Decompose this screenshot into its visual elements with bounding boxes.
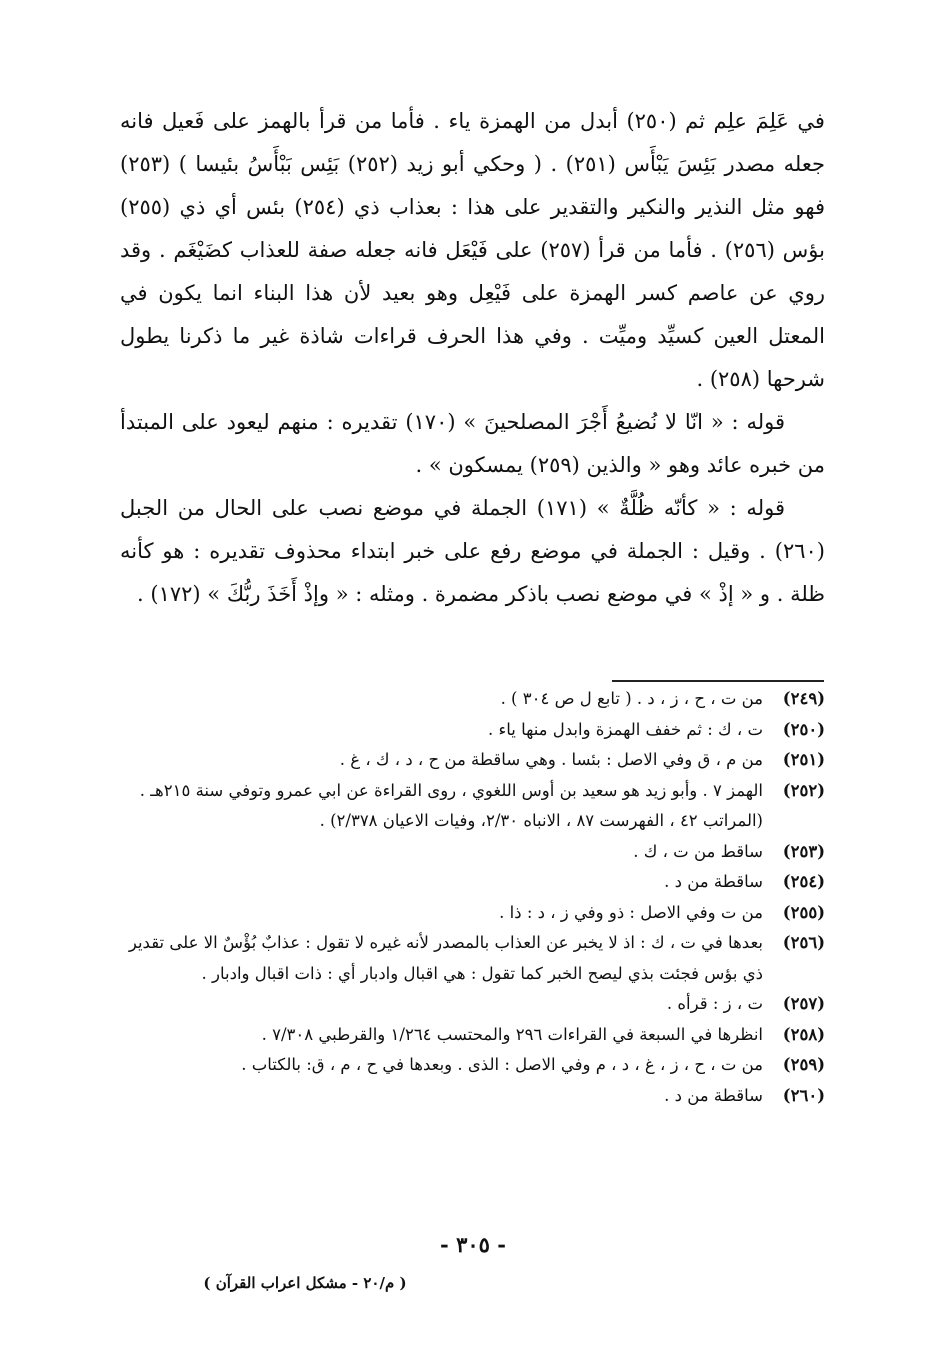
- footnote-item: [120, 745, 825, 776]
- footnote-item: [120, 1050, 825, 1081]
- footnote-number: (٢٦٠): [782, 1085, 825, 1105]
- footnote-text: بعدها في ت ، ك : اذ لا يخبر عن العذاب بالمصدر لأنه غيره لا تقول : عذابٌ بُؤْسٌ الا على تقدير ذي بؤس فجئت بذي ليصح الخبر كما تقول : هي اقبال وادبار أي : ذات اقبال وادبار .: [128, 933, 763, 983]
- footnote-text: انظرها في السبعة في القراءات ٢٩٦ والمحتسب ١/٢٦٤ والقرطبي ٧/٣٠٨ .: [261, 1024, 763, 1044]
- footnote-text: من ت ، ح ، ز ، د . ( تابع ل ص ٣٠٤ ) .: [500, 689, 763, 708]
- footnote-text: من م ، ق وفي الاصل : بئسا . وهي ساقطة من ح ، د ، ك ، غ .: [339, 750, 763, 769]
- footnote-item: [120, 715, 825, 746]
- footnote-text: من ت وفي الاصل : ذو وفي ز ، د : ذا .: [499, 902, 763, 922]
- paragraph-3: قوله : « كأنّه ظُلَّةٌ » (١٧١) الجملة في موضع نصب على الحال من الجبل (٢٦٠) . وقيل : الجملة في موضع رفع على خبر ابتداء محذوف تقديره : هو كأنه ظلة . و « إذْ » في موضع نصب باذكر مضمرة . ومثله : « وإذْ أَخَذَ ربُّكَ » (١٧٢) .: [120, 496, 825, 606]
- footnote-number: (٢٥٦): [782, 933, 825, 952]
- footnote-number: (٢٥٥): [782, 902, 825, 922]
- footnote-number: (٢٥٤): [782, 872, 825, 891]
- footnote-number: (٢٥٨): [782, 1024, 825, 1044]
- footnote-item: [120, 684, 825, 715]
- footnote-text: من ت ، ح ، ز ، غ ، د ، م وفي الاصل : الذى . وبعدها في ح ، م ، ق: بالكتاب .: [241, 1055, 763, 1074]
- page-number: - ٣٠٥ -: [440, 1232, 506, 1257]
- paragraph-1: في عَلِمَ علِم ثم (٢٥٠) أبدل من الهمزة ياء . فأما من قرأ بالهمز على فَعيل فانه جعله مصدر بَئِسَ يَبْأَس (٢٥١) . ( وحكي أبو زيد (٢٥٢) بَئِس بَبْأَسُ بئيسا ) (٢٥٣) فهو مثل النذير والنكير والتقدير على هذا : بعذاب ذي (٢٥٤) بئس أي ذي (٢٥٥) بؤس (٢٥٦) . فأما من قرأ (٢٥٧) على فَيْعَل فانه جعله صفة للعذاب كضَيْغَم . وقد روي عن عاصم كسر الهمزة على فَيْعِل وهو بعيد لأن هذا البناء انما يكون في المعتل العين كسيِّد وميِّت . وفي هذا الحرف قراءات شاذة غير ما ذكرنا يطول شرحها (٢٥٨) .: [120, 109, 825, 391]
- footnote-number: (٢٥١): [782, 750, 825, 769]
- footnote-item: [120, 1020, 825, 1051]
- footnote-text: الهمز ٧ . وأبو زيد هو سعيد بن أوس اللغوي ، روى القراءة عن ابي عمرو وتوفي سنة ٢١٥هـ . (المراتب ٤٢ ، الفهرست ٨٧ ، الانباه ٢/٣٠، وفيات الاعيان ٢/٣٧٨) .: [139, 780, 763, 830]
- footnote-text: ساقطة من د .: [664, 1085, 763, 1105]
- printer-signature: ( م/٢٠ - مشكل اعراب القرآن ): [203, 1274, 407, 1292]
- footnote-text: ساقط من ت ، ك .: [633, 841, 763, 861]
- footnote-item: [120, 837, 825, 868]
- footnote-item: [120, 898, 825, 929]
- footnote-text: ت ، ز : قرأه .: [666, 994, 763, 1013]
- footnote-item: [120, 1081, 825, 1112]
- footnote-text: ت ، ك : ثم خفف الهمزة وابدل منها ياء .: [487, 719, 763, 739]
- footnote-number: (٢٥٠): [782, 719, 825, 739]
- footnote-item: [120, 928, 825, 989]
- main-text-block: [120, 100, 825, 616]
- footnote-item: [120, 776, 825, 837]
- footnote-number: (٢٥٩): [782, 1055, 825, 1074]
- footnotes-list: [120, 684, 825, 1111]
- footnote-number: (٢٥٢): [782, 780, 825, 800]
- footnote-number: (٢٤٩): [782, 689, 825, 708]
- paragraph-2: قوله : « انّا لا نُضيعُ أَجْرَ المصلحينَ » (١٧٠) تقديره : منهم ليعود على المبتدأ من خبره عائد وهو « والذين (٢٥٩) يمسكون » .: [120, 410, 825, 477]
- footnote-text: ساقطة من د .: [664, 872, 763, 891]
- footnote-item: [120, 867, 825, 898]
- footnote-separator: [612, 680, 824, 682]
- footnote-number: (٢٥٧): [782, 994, 825, 1013]
- footnote-number: (٢٥٣): [782, 841, 825, 861]
- footnote-item: [120, 989, 825, 1020]
